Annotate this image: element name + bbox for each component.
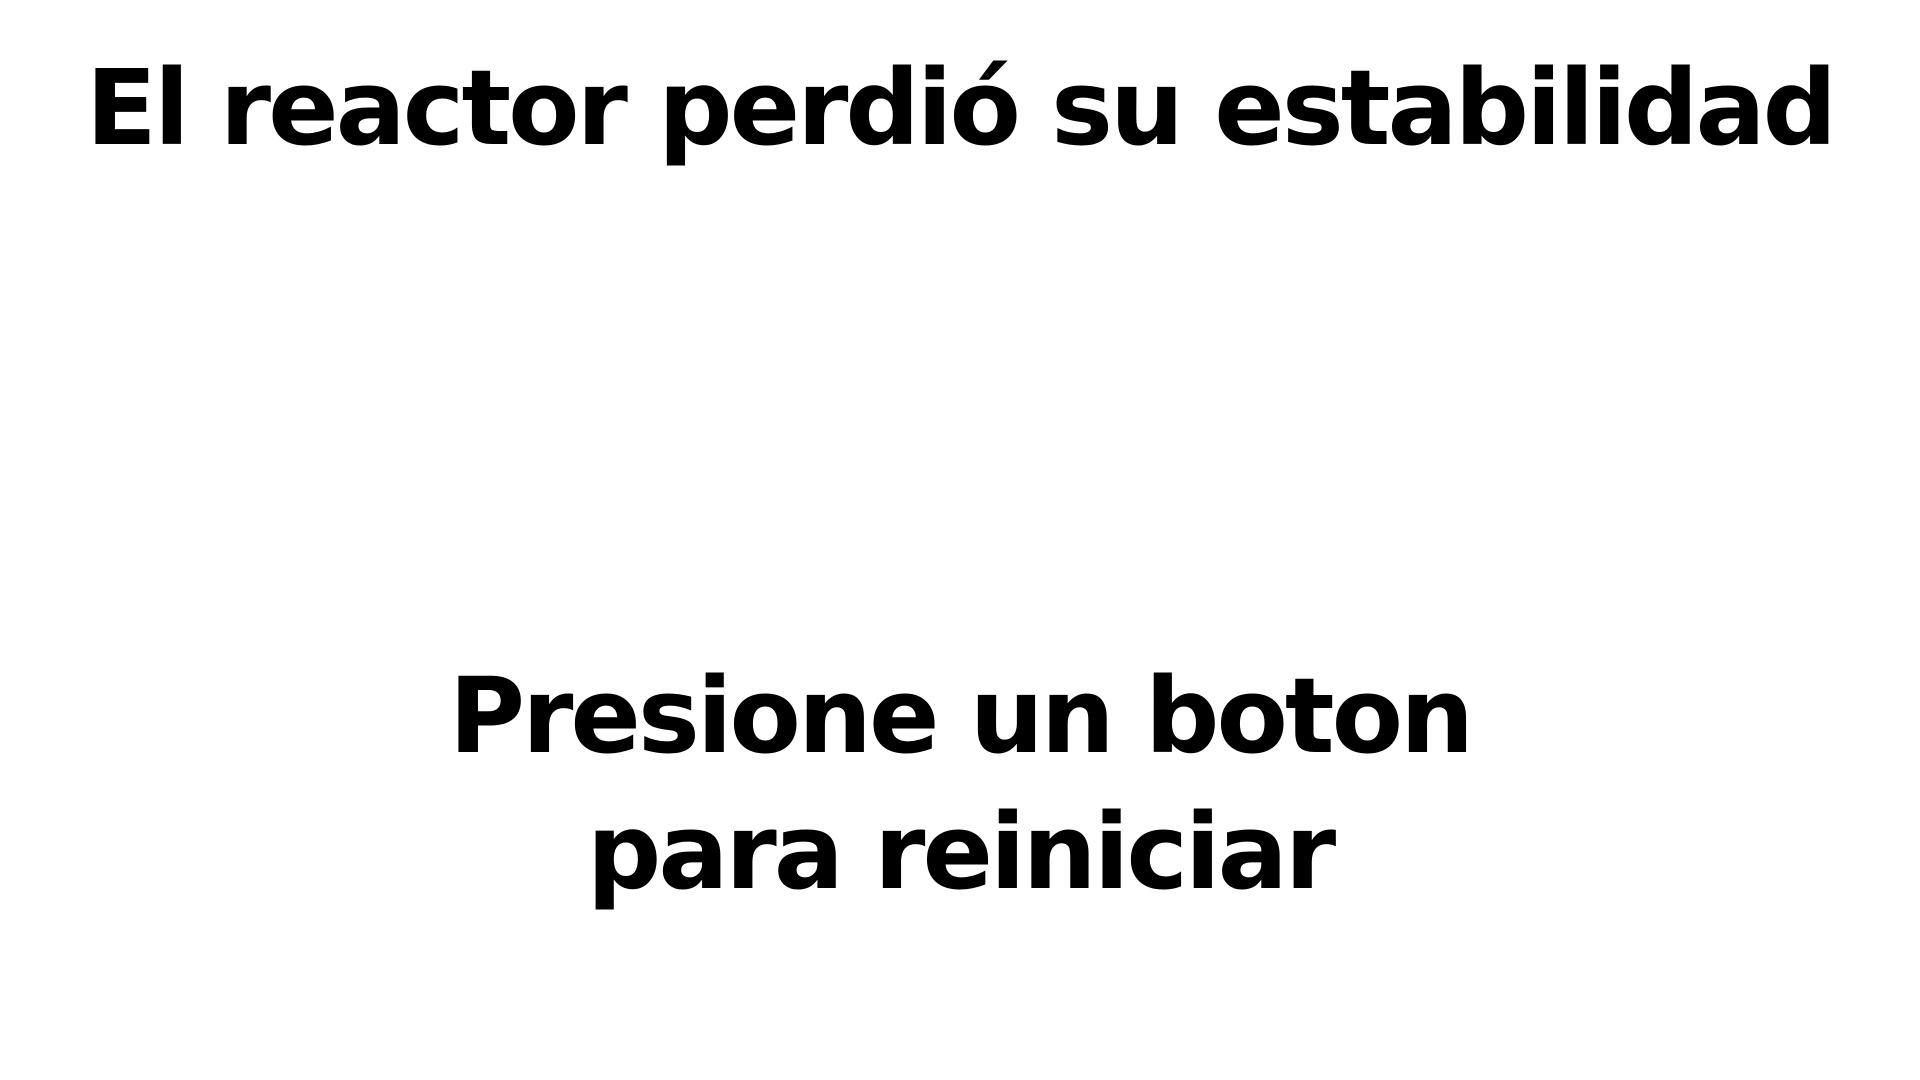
restart-prompt-line-1: Presione un boton (448, 655, 1472, 777)
alert-title: El reactor perdió su estabilidad (85, 47, 1835, 169)
restart-prompt-line-2: para reiniciar (586, 791, 1334, 913)
restart-prompt (0, 648, 1920, 920)
